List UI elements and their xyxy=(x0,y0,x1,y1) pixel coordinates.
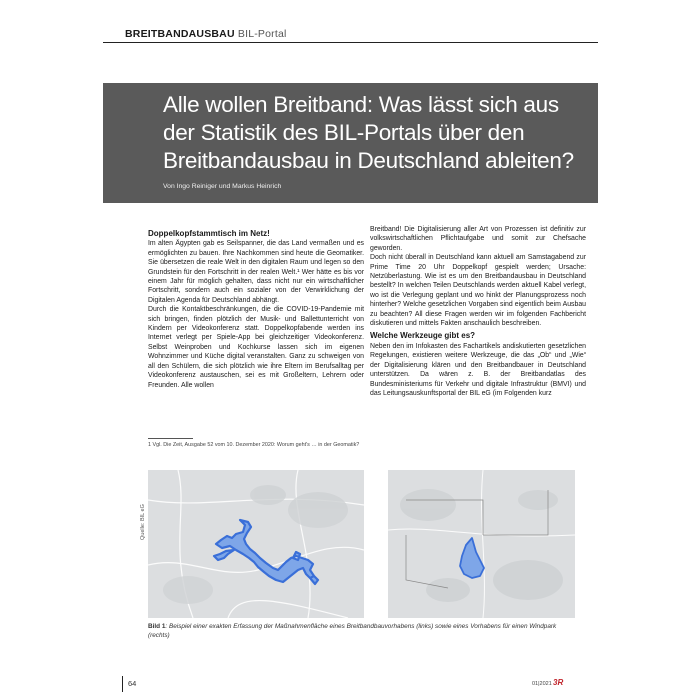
right-paragraph-2: Doch nicht überall in Deutschland kann aktuell am Samstagabend zur Prime Time 20 Uhr Doppelkopf gespielt werden; Ursache: Netzüberlastung. Wie ist es um den Breitbandausbau in Deutschland bestellt? In welchen Teilen Deutschlands werden aktuell Kabel verlegt, wo ist die Verlegung geplant und wo hinkt der Planungsprozess noch hinterher? Welche gesetzlichen Vorgaben sind eigentlich beim Ausbau zu beachten? All diese Fragen werden wir im folgenden Fachbericht diskutieren und mittels Fakten anschaulich beschreiben. xyxy=(370,254,586,328)
right-paragraph-1: Breitband! Die Digitalisierung aller Art von Prozessen ist definitiv zur volkswirtschaftlichen Pflichtaufgabe und somit zur Chefsache geworden. xyxy=(370,226,586,252)
header-rule xyxy=(103,42,598,43)
figure-caption xyxy=(148,623,575,640)
left-paragraph-2: Durch die Kontaktbeschränkungen, die die COVID-19-Pandemie mit sich bringen, finden plötzlich der Musik- und Ballettunterricht von Kindern per Videokonferenz statt. Doppelkopfabende werden ins Internet verlegt per Spiele-App bei gleichzeitiger Videokonferenz. Selbst Weinproben und Kochkurse lassen sich im eigenen Wohnzimmer und Küche digital veranstalten. Ganz zu schweigen von all den Schülern, die sich plötzlich wie ihre Eltern im Berufsalltag per Videokonferenz austauschen, sei es mit Großeltern, Lehrern oder Freunden. Alle wollen xyxy=(148,306,364,389)
header-text xyxy=(125,28,287,40)
right-paragraph-3: Neben den im Infokasten des Fachartikels andiskutierten gesetzlichen Regelungen, existieren weitere Werkzeuge, die das „Ob“ und „Wie“ der Digitalisierung klären und den Breitbandbauer in Deutschland unterstützen. Da wären z. B. der Breitbandatlas des Bundesministeriums für Verkehr und digitale Infrastruktur (BMVI) und das Leitungsauskunftsportal der BIL eG (im Folgenden kurz xyxy=(370,342,586,397)
map-broadband-svg xyxy=(148,470,364,618)
header-section: BREITBANDAUSBAU xyxy=(125,28,235,40)
caption-text: : Beispiel einer exakten Erfassung der Maßnahmenfläche eines Breitbandbauvorhabens (links) sowie eines Vorhabens für einen Windpark (rechts) xyxy=(148,623,557,639)
article-title: Alle wollen Breitband: Was lässt sich aus der Statistik des BIL-Portals über den Breitbandausbau in Deutschland ableiten? xyxy=(163,92,574,173)
page-number: 64 xyxy=(128,679,137,688)
map-windpark-svg xyxy=(388,470,575,618)
left-paragraph-1: Im alten Ägypten gab es Seilspanner, die das Land vermaßen und es ermöglichten zu bauen. Ihre Nachkommen sind heute die Geomatiker. Sie übersetzen die reale Welt in den digitalen Raum und legen so den Grundstein für den Fortschritt in der realen Welt.¹ Wer hätte es bis vor einem Jahr für möglich gehalten, dass nicht nur ein wirtschaftlicher Fortschritt, sondern auch ein sozialer von der Verwirklichung der Digitalen Agenda für Deutschland abhängt. xyxy=(148,240,364,304)
article-byline: Von Ingo Reiniger und Markus Heinrich xyxy=(163,183,282,190)
running-header xyxy=(103,22,598,44)
publication-logo: 3R xyxy=(553,678,564,687)
header-subsection: BIL-Portal xyxy=(237,28,287,40)
figure-source-text: Quelle: BIL eG xyxy=(140,504,146,540)
caption-label: Bild 1 xyxy=(148,623,166,630)
map-windpark xyxy=(388,470,575,618)
footer-rule xyxy=(122,676,123,692)
figure xyxy=(148,470,575,618)
left-column xyxy=(148,229,364,390)
footnote-rule xyxy=(148,438,193,439)
left-heading: Doppelkopfstammtisch im Netz! xyxy=(148,229,270,238)
footnote: 1 Vgl. Die Zeit, Ausgabe 52 vom 10. Dezember 2020: Worum geht's … in der Geomatik? xyxy=(148,442,360,448)
right-heading: Welche Werkzeuge gibt es? xyxy=(370,331,476,341)
map-broadband xyxy=(148,470,364,618)
right-column xyxy=(370,225,586,398)
title-box xyxy=(103,83,598,203)
issue-number: 01|2021 xyxy=(532,681,552,687)
